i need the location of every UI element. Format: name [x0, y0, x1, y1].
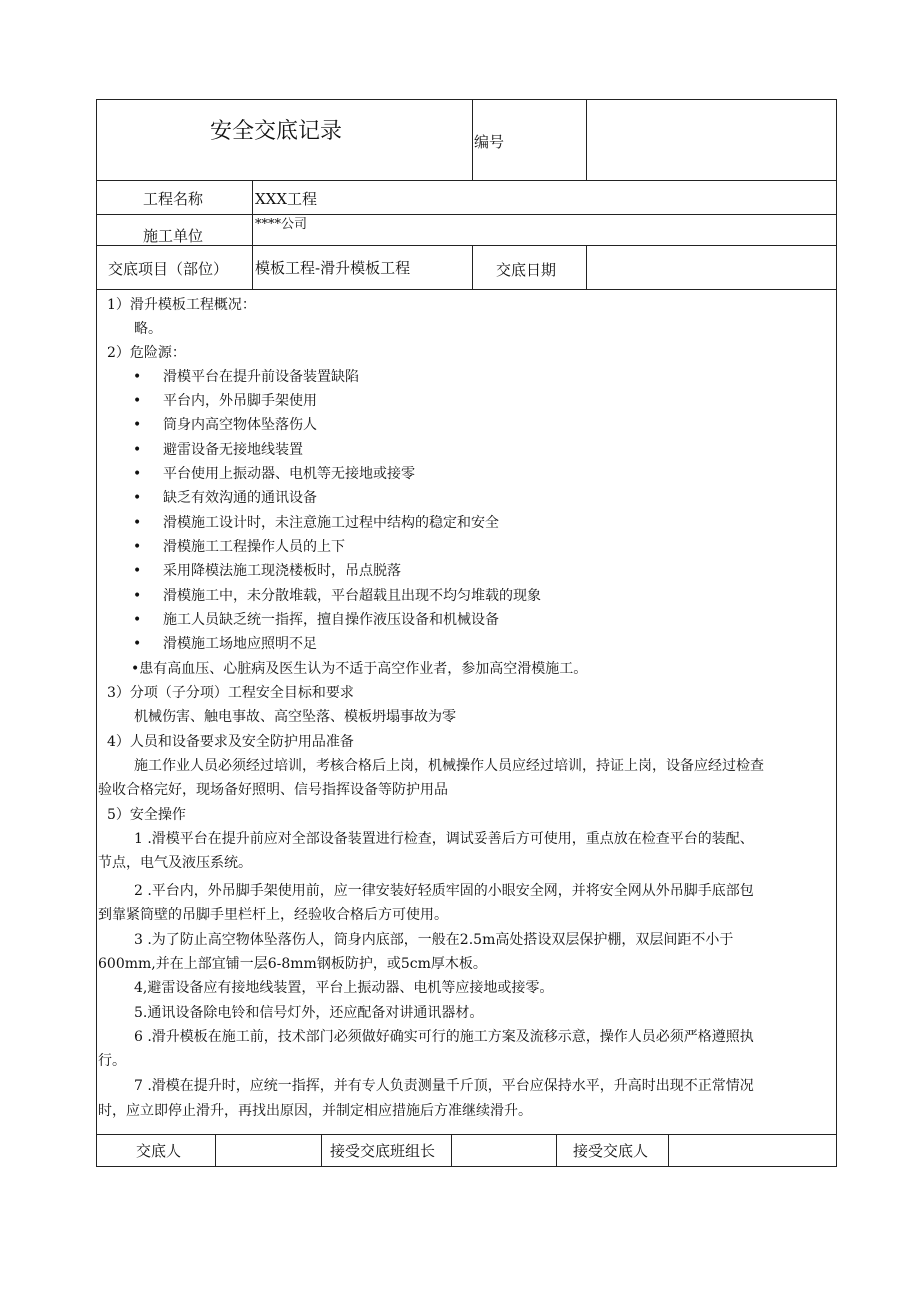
hazard-item: 采用降模法施工现浇楼板时，吊点脱落 [163, 563, 401, 579]
disclosure-date-label: 交底日期 [496, 261, 557, 279]
col-divider [472, 245, 473, 289]
operation-item: 4,避雷设备应有接地线装置，平台上振动器、电机等应接地或接零。 [134, 980, 554, 996]
col-divider [451, 1134, 452, 1166]
bullet-icon: • [133, 393, 142, 409]
operation-item: 7 .滑模在提升时，应统一指挥，并有专人负责测量千斤顶，平台应保持水平，升高时出现不正常情况 [134, 1078, 754, 1094]
col-divider [472, 100, 473, 180]
bullet-icon: • [133, 369, 142, 385]
operation-item: 节点，电气及液压系统。 [98, 855, 252, 871]
hazard-item: 滑模施工设计时，未注意施工过程中结构的稳定和安全 [163, 515, 499, 531]
col-divider [215, 1134, 216, 1166]
col-divider [586, 245, 587, 289]
section-4-title: 4）人员和设备要求及安全防护用品准备 [107, 734, 354, 750]
operation-item: 行。 [98, 1053, 126, 1069]
hazard-item: 施工人员缺乏统一指挥，擅自操作液压设备和机械设备 [163, 612, 499, 628]
discloser-label: 交底人 [136, 1142, 182, 1160]
section-5-title: 5）安全操作 [107, 807, 186, 823]
bullet-icon: • [133, 490, 142, 506]
operation-item: 到靠紧筒壁的吊脚手里栏杆上，经验收合格后方可使用。 [98, 907, 448, 923]
section-2-title: 2）危险源： [107, 345, 186, 361]
col-divider [556, 1134, 557, 1166]
team-leader-label: 接受交底班组长 [330, 1142, 436, 1160]
operation-item: 时，应立即停止滑升，再找出原因，并制定相应措施后方准继续滑升。 [98, 1103, 532, 1119]
safety-disclosure-form [96, 99, 837, 1167]
bullet-icon: • [133, 588, 142, 604]
hazard-item: 滑模施工场地应照明不足 [163, 636, 317, 652]
operation-item: 3 .为了防止高空物体坠落伤人，筒身内底部，一般在2.5m高处搭设双层保护棚，双层间距不小于 [134, 932, 734, 948]
hazard-item: 避雷设备无接地线装置 [163, 442, 303, 458]
col-divider [586, 100, 587, 180]
operation-item: 600mm,并在上部宜铺一层6-8mm钢板防护，或5cm厚木板。 [98, 956, 487, 972]
row-divider [97, 180, 836, 181]
operation-item: 6 .滑升模板在施工前，技术部门必须做好确实可行的施工方案及流移示意，操作人员必须严格遵照执 [134, 1029, 754, 1045]
section-3-title: 3）分项（子分项）工程安全目标和要求 [107, 685, 354, 701]
operation-item: 2 .平台内，外吊脚手架使用前，应一律安装好轻质牢固的小眼安全网，并将安全网从外吊脚手底部包 [134, 883, 754, 899]
operation-item: 5.通讯设备除电铃和信号灯外，还应配备对讲通讯器材。 [134, 1005, 484, 1021]
col-divider [252, 180, 253, 289]
construction-unit-value: ****公司 [255, 217, 308, 232]
bullet-icon: • [133, 612, 142, 628]
bullet-icon: • [133, 417, 142, 433]
hazard-item: 滑模平台在提升前设备装置缺陷 [163, 369, 359, 385]
bullet-icon: • [133, 539, 142, 555]
section-1-text: 略。 [134, 321, 162, 337]
number-label: 编号 [474, 133, 505, 151]
section-4-line: 施工作业人员必须经过培训，考核合格后上岗，机械操作人员应经过培训，持证上岗，设备应经过检查 [134, 758, 764, 774]
section-4-line: 验收合格完好，现场备好照明、信号指挥设备等防护用品 [98, 782, 448, 798]
bullet-icon: • [133, 636, 142, 652]
col-divider [668, 1134, 669, 1166]
hazard-item: 筒身内高空物体坠落伤人 [163, 417, 317, 433]
disclosure-item-value: 模板工程-滑升模板工程 [255, 259, 411, 277]
bullet-icon: • [133, 563, 142, 579]
hazard-item: 平台使用上振动器、电机等无接地或接零 [163, 466, 415, 482]
row-divider [97, 214, 836, 215]
project-name-value: XXX工程 [255, 190, 318, 208]
disclosure-content [97, 290, 836, 1133]
hazard-item: 滑模施工中，未分散堆载，平台超载且出现不均匀堆载的现象 [163, 588, 541, 604]
bullet-icon: • [133, 466, 142, 482]
form-title: 安全交底记录 [210, 119, 343, 144]
operation-item: 1 .滑模平台在提升前应对全部设备装置进行检查，调试妥善后方可使用，重点放在检查平台的装配、 [134, 831, 754, 847]
hazard-item: 缺乏有效沟通的通讯设备 [163, 490, 317, 506]
hazard-item: 滑模施工工程操作人员的上下 [163, 539, 345, 555]
section-1-title: 1）滑升模板工程概况： [107, 297, 256, 313]
bullet-icon: • [133, 515, 142, 531]
hazard-item-last: •患有高血压、心脏病及医生认为不适于高空作业者，参加高空滑模施工。 [131, 661, 588, 677]
project-name-label: 工程名称 [143, 190, 204, 208]
receiver-label: 接受交底人 [573, 1142, 649, 1160]
hazard-item: 平台内，外吊脚手架使用 [163, 393, 317, 409]
disclosure-item-label: 交底项目（部位） [108, 260, 229, 278]
bullet-icon: • [133, 442, 142, 458]
construction-unit-label: 施工单位 [143, 227, 204, 245]
row-divider [97, 1134, 836, 1135]
row-divider [97, 245, 836, 246]
section-3-text: 机械伤害、触电事故、高空坠落、模板坍塌事故为零 [134, 709, 456, 725]
col-divider [321, 1134, 322, 1166]
